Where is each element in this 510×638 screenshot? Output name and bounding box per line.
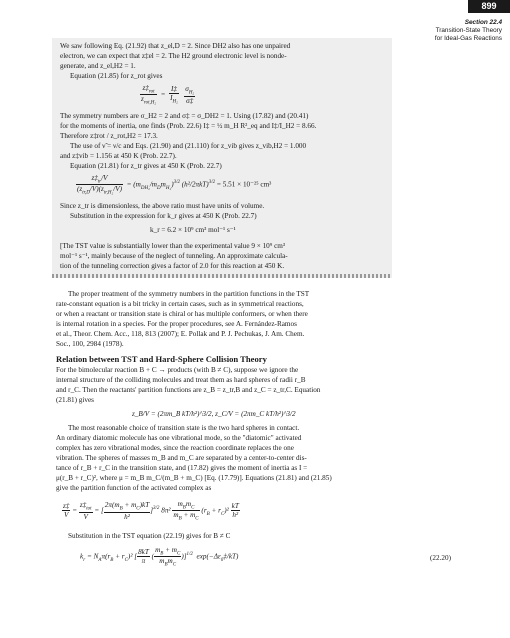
section-label xyxy=(412,19,502,43)
equation-number: (22.20) xyxy=(430,554,451,562)
body-p8-line2: An ordinary diatomic molecule has one vibrational mode, so the "diatomic" activated xyxy=(56,434,302,442)
body-p7-line1: For the bimolecular reaction B + C → products (with B ≠ C), suppose we ignore the xyxy=(56,366,299,374)
body-p6-line5: et al., Theor. Chem. Acc., 118, 813 (2007); E. Pollak and P. J. Pechukas, J. Am. Chem. xyxy=(56,330,305,338)
example-p1-line3: generate, and z_el,H2 = 1. xyxy=(60,62,136,70)
example-p1-line4: Equation (21.85) for z_rot gives xyxy=(70,72,163,80)
zrot-ratio-equation: $\frac{z\ddagger_{rot}}{z_{rot,H_2}}$ = $\frac{I\ddagger}{I_{H_2}}$ $\frac{\sigma_{H_2}}{\sigma\ddagger}$ xyxy=(141,84,195,106)
body-p6-line4: is internal rotation in a species. For the proper procedures, see A. Fernández-Ramos xyxy=(56,320,297,328)
example-p5-line2: mol⁻¹ s⁻¹, mainly because of the neglect of tunneling. An approximate calcula- xyxy=(60,252,288,260)
body-p6-line6: Soc., 100, 2984 (1978). xyxy=(56,340,124,348)
ztr-ratio-equation: $\frac{z\ddagger_{tr}/V}{(z_{tr,D}/V)(z_{tr,H_2}/V)}$ = $(m_{DH_2}/m_Dm_{H_2})^{3/2}$ $(h^2/2\pi kT)^{3/2} = 5.51 \times 10^{-25}$ cm³ xyxy=(77,174,272,196)
body-p8-line5: tance of r_B + r_C in the transition state, and (17.82) gives the moment of inertia as I = xyxy=(56,464,308,472)
body-p6-line1: The proper treatment of the symmetry numbers in the partition functions in the TST xyxy=(68,290,310,298)
example-p2-line1: The symmetry numbers are σ_H2 = 2 and σ‡ = σ_DH2 = 1. Using (17.82) and (20.41) xyxy=(60,112,309,120)
example-p3-line1: The use of ν̃ = ν/c and Eqs. (21.90) and (21.110) for z_vib gives z_vib,H2 = 1.000 xyxy=(70,142,307,150)
example-p5-line1: [The TST value is substantially lower than the experimental value 9 × 10⁹ cm³ xyxy=(60,242,286,250)
body-p8-line7: give the partition function of the activated complex as xyxy=(56,484,212,492)
section-number: Section 22.4 xyxy=(464,19,502,26)
example-p1-line1: We saw following Eq. (21.92) that z_el,D = 2. Since DH2 also has one unpaired xyxy=(60,42,291,50)
body-p8-line1: The most reasonable choice of transition state is the two hard spheres in contact. xyxy=(68,424,300,432)
body-p6-line2: rate-constant equation is a bit tricky in certain cases, such as in symmetrical reactions, xyxy=(56,300,304,308)
example-p3-line3: Equation (21.81) for z_tr gives at 450 K (Prob. 22.7) xyxy=(70,162,222,170)
example-p3-line2: and z‡vib = 1.156 at 450 K (Prob. 22.7). xyxy=(60,152,177,160)
ztr-result: = 5.51 × 10⁻²⁵ cm³ xyxy=(216,180,272,189)
body-p7-line2: internal structure of the colliding molecules and treat them as hard spheres of radii r_B xyxy=(56,376,306,384)
zb-zc-equation: z_B/V = (2πm_B kT/h²)^3/2, z_C/V = (2πm_C kT/h²)^3/2 xyxy=(132,410,296,418)
body-p7-line3: and r_C. Then the reactants' partition functions are z_B = z_tr,B and z_C = z_tr,C. Equation xyxy=(56,386,321,394)
activated-complex-partition-equation: $\frac{z\ddagger}{V}$ = $\frac{z\ddagger_{tot}}{V}$ = [ $\frac{2\pi(m_B + m_C)kT}{\text{h²}}$ ]$^{3/2}$ 8π² $\frac{m_Bm_C}{m_B + m_C}$ $(r_B + r_C)^2$ $\frac{kT}{\text{h²}}$ xyxy=(63,500,239,522)
kr-result-equation: k_r = 6.2 × 10⁹ cm³ mol⁻¹ s⁻¹ xyxy=(150,226,236,234)
body-p8-line4: vibration. The spheres of masses m_B and m_C are separated by a center-to-center dis- xyxy=(56,454,307,462)
section-heading: Relation between TST and Hard-Sphere Collision Theory xyxy=(56,354,267,364)
body-p8-line3: complex has zero vibrational modes, since the reaction coordinate replaces the one xyxy=(56,444,294,452)
example-p4-line1: Since z_tr is dimensionless, the above ratio must have units of volume. xyxy=(60,202,265,210)
section-title-line1: Transition-State Theory xyxy=(435,27,502,34)
example-p5-line3: tion of the tunneling correction gives a factor of 2.0 for this reaction at 450 K. xyxy=(60,262,285,270)
example-p1-line2: electron, we can expect that z‡el = 2. The H2 ground electronic level is nonde- xyxy=(60,52,287,60)
body-p9: Substitution in the TST equation (22.19) gives for B ≠ C xyxy=(68,532,231,540)
example-p4-line2: Substitution in the expression for k_r gives at 450 K (Prob. 22.7) xyxy=(70,212,257,220)
kr-hard-sphere-equation: $k_r = N_A\pi(r_B + r_C)^2$ [ $\frac{8kT}{\pi}$ ( $\frac{m_B + m_C}{m_Bm_C}$ )]$^{1/2}$ $\exp(-\Delta\varepsilon_0\ddagger/kT)$ xyxy=(80,546,239,568)
page-number: 899 xyxy=(468,0,510,13)
body-p7-line4: (21.81) gives xyxy=(56,396,94,404)
example-box-border xyxy=(52,274,392,278)
section-title-line2: for Ideal-Gas Reactions xyxy=(434,35,502,42)
example-p2-line3: Therefore z‡rot / z_rot,H2 = 17.3. xyxy=(60,132,158,140)
body-p6-line3: or when a reactant or transition state is chiral or has multiple conformers, or when there xyxy=(56,310,308,318)
body-p8-line6: μ(r_B + r_C)², where μ = m_B m_C/(m_B + m_C) [Eq. (17.79)]. Equations (21.81) and (21.85) xyxy=(56,474,332,482)
example-p2-line2: for the moments of inertia, one finds (Prob. 22.6) I‡ = ½ m_H R²_eq and I‡/I_H2 = 8.66. xyxy=(60,122,317,130)
